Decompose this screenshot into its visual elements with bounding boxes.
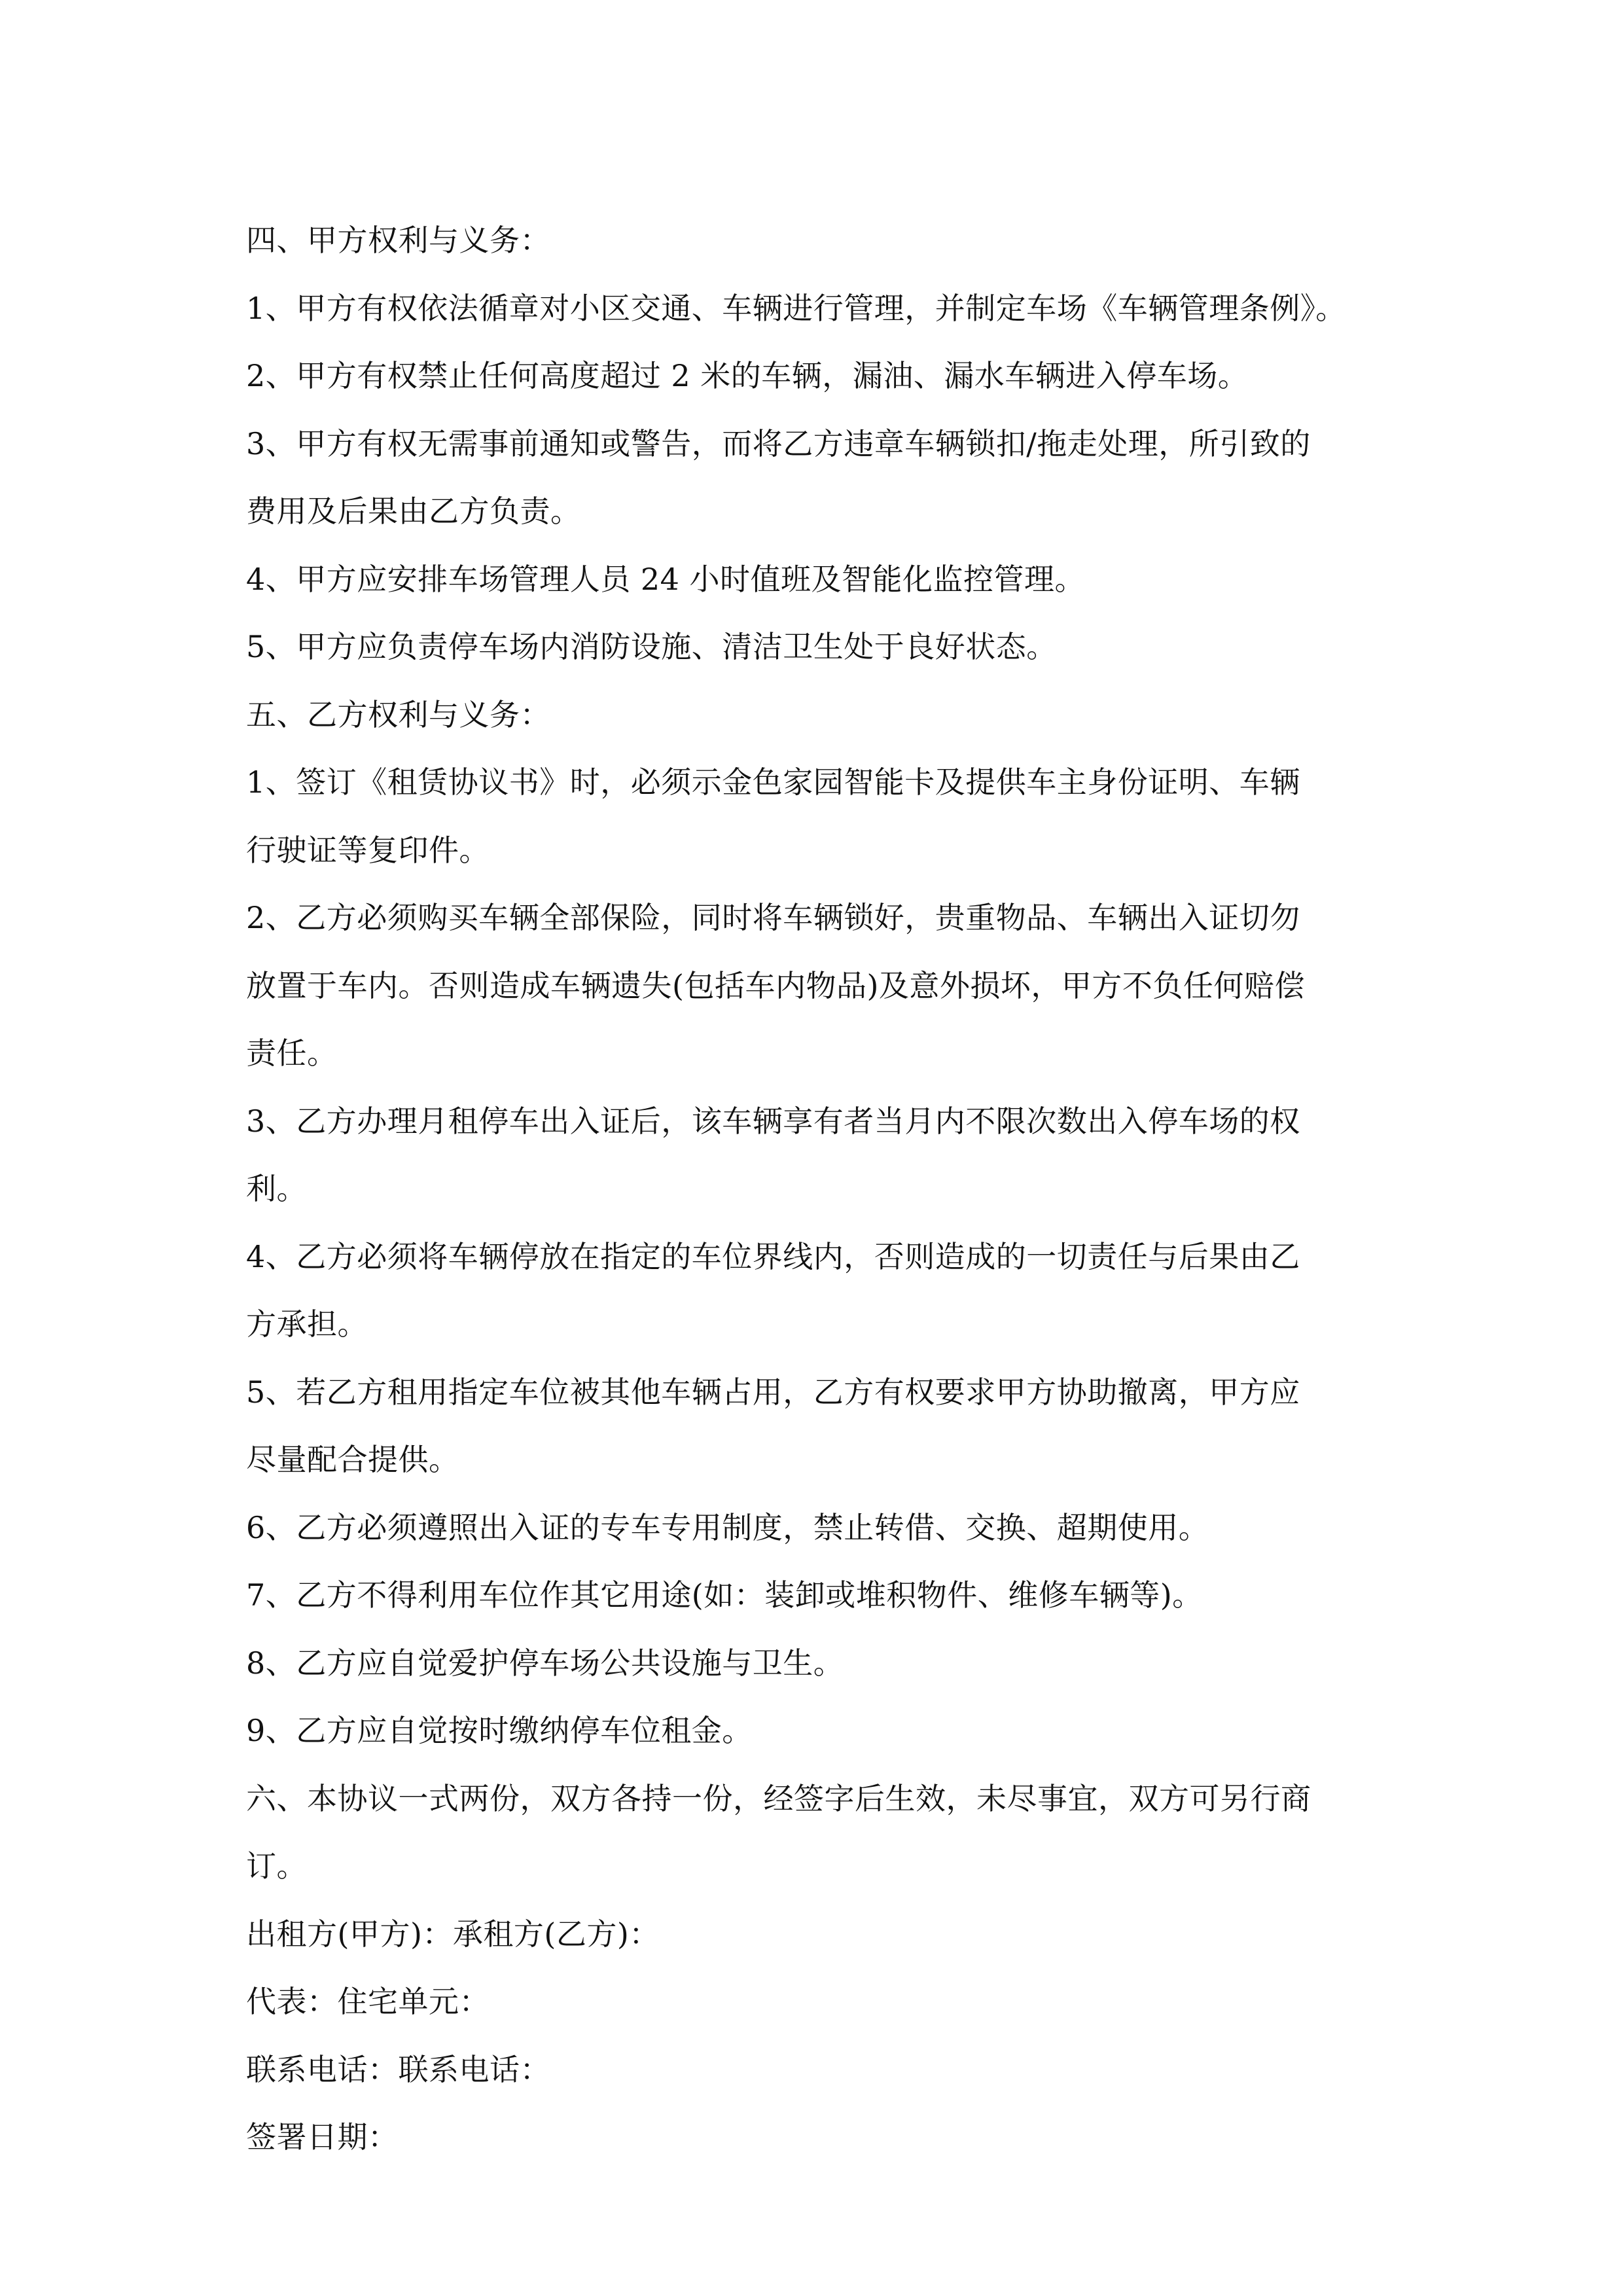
clause-b1-line1: 1、签订《租赁协议书》时，必须示金色家园智能卡及提供车主身份证明、车辆 — [246, 764, 1300, 800]
section-heading-party-b: 五、乙方权利与义务： — [246, 696, 550, 732]
section-six-line1: 六、本协议一式两份，双方各持一份，经签字后生效，未尽事宜，双方可另行商 — [246, 1780, 1311, 1816]
clause-b5-line2: 尽量配合提供。 — [246, 1442, 459, 1477]
clause-b4-line1: 4、乙方必须将车辆停放在指定的车位界线内，否则造成的一切责任与后果由乙 — [246, 1238, 1300, 1274]
signature-date: 签署日期： — [246, 2119, 399, 2155]
clause-a4: 4、甲方应安排车场管理人员 24 小时值班及智能化监控管理。 — [246, 561, 1086, 597]
clause-a5: 5、甲方应负责停车场内消防设施、清洁卫生处于良好状态。 — [246, 629, 1057, 664]
clause-b3-line2: 利。 — [246, 1171, 307, 1206]
clause-b7: 7、乙方不得利用车位作其它用途(如：装卸或堆积物件、维修车辆等)。 — [246, 1577, 1203, 1613]
signature-representative: 代表：住宅单元： — [246, 1984, 490, 2019]
signature-phone: 联系电话：联系电话： — [246, 2051, 550, 2087]
clause-a2: 2、甲方有权禁止任何高度超过 2 米的车辆，漏油、漏水车辆进入停车场。 — [246, 358, 1249, 393]
clause-a1: 1、甲方有权依法循章对小区交通、车辆进行管理，并制定车场《车辆管理条例》。 — [246, 290, 1346, 326]
clause-b5-line1: 5、若乙方租用指定车位被其他车辆占用，乙方有权要求甲方协助撤离，甲方应 — [246, 1374, 1300, 1410]
clause-b6: 6、乙方必须遵照出入证的专车专用制度，禁止转借、交换、超期使用。 — [246, 1509, 1209, 1545]
section-six-line2: 订。 — [246, 1848, 307, 1884]
clause-a3-line1: 3、甲方有权无需事前通知或警告，而将乙方违章车辆锁扣/拖走处理，所引致的 — [246, 425, 1311, 461]
clause-b2-line2: 放置于车内。否则造成车辆遗失(包括车内物品)及意外损坏，甲方不负任何赔偿 — [246, 967, 1305, 1003]
clause-a3-line2: 费用及后果由乙方负责。 — [246, 493, 581, 529]
document-body — [246, 207, 1398, 2172]
clause-b9: 9、乙方应自觉按时缴纳停车位租金。 — [246, 1713, 753, 1748]
signature-parties: 出租方(甲方)：承租方(乙方)： — [246, 1916, 660, 1952]
clause-b1-line2: 行驶证等复印件。 — [246, 832, 490, 868]
clause-b4-line2: 方承担。 — [246, 1306, 368, 1342]
clause-b2-line1: 2、乙方必须购买车辆全部保险，同时将车辆锁好，贵重物品、车辆出入证切勿 — [246, 900, 1300, 935]
section-heading-party-a: 四、甲方权利与义务： — [246, 223, 550, 258]
clause-b8: 8、乙方应自觉爱护停车场公共设施与卫生。 — [246, 1645, 844, 1681]
clause-b2-line3: 责任。 — [246, 1035, 338, 1071]
clause-b3-line1: 3、乙方办理月租停车出入证后，该车辆享有者当月内不限次数出入停车场的权 — [246, 1103, 1300, 1139]
